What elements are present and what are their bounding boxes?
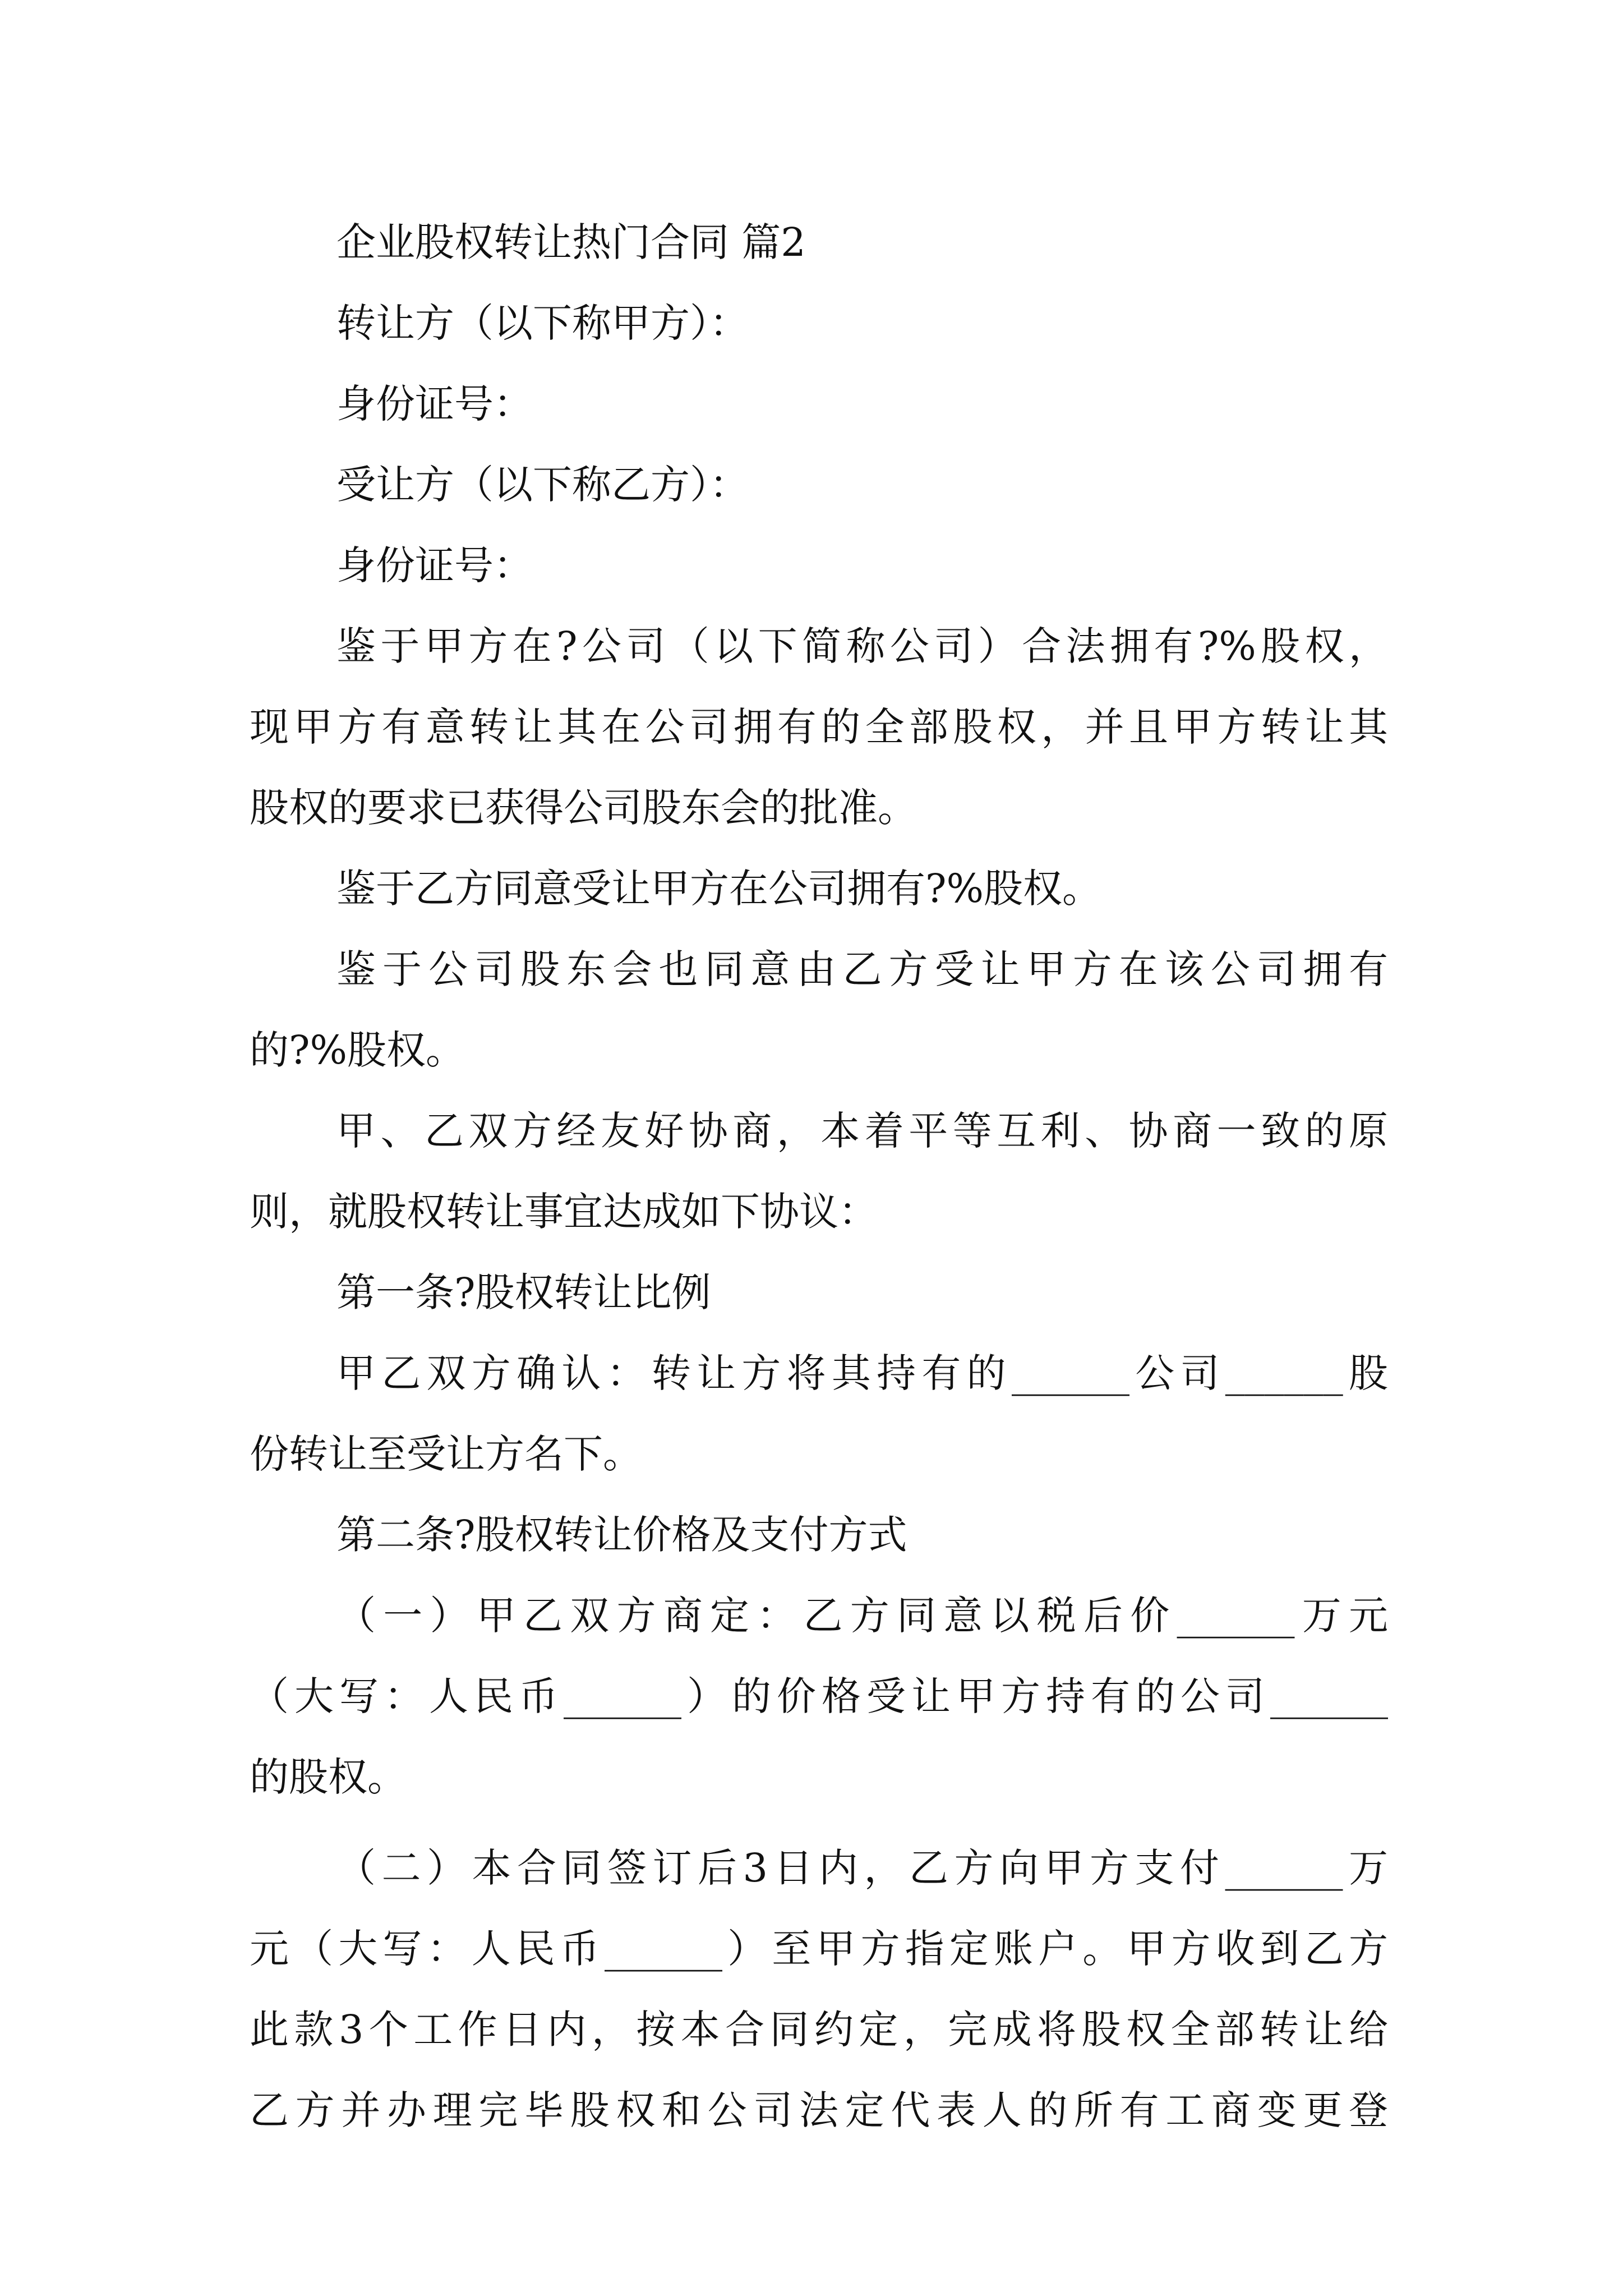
agreement-intro-line-2: 则，就股权转让事宜达成如下协议： <box>250 1189 878 1235</box>
article-2-title: 第二条?股权转让价格及支付方式 <box>336 1512 907 1558</box>
article-1-title: 第一条?股权转让比例 <box>336 1269 711 1315</box>
recital-1-line-2: 现甲方有意转让其在公司拥有的全部股权，并且甲方转让其 <box>250 704 1388 750</box>
recital-3-line-2: 的?%股权。 <box>250 1027 465 1073</box>
article-2-item-1-line-2: （大写：人民币______）的价格受让甲方持有的公司______ <box>250 1673 1388 1719</box>
transferor-id-line: 身份证号： <box>336 381 533 427</box>
article-2-item-1-line-1: （一）甲乙双方商定：乙方同意以税后价______万元 <box>336 1593 1388 1639</box>
document-heading: 企业股权转让热门合同 篇2 <box>336 219 806 265</box>
agreement-intro-line-1: 甲、乙双方经友好协商，本着平等互利、协商一致的原 <box>336 1108 1388 1154</box>
recital-2-line: 鉴于乙方同意受让甲方在公司拥有?%股权。 <box>336 866 1102 912</box>
article-2-item-2-line-2: 元（大写：人民币______）至甲方指定账户。甲方收到乙方 <box>250 1926 1388 1972</box>
recital-1-line-3: 股权的要求已获得公司股东会的批准。 <box>250 785 917 831</box>
recital-1-line-1: 鉴于甲方在?公司（以下简称公司）合法拥有?%股权， <box>336 623 1388 669</box>
article-2-item-2-line-1: （二）本合同签订后3日内，乙方向甲方支付______万 <box>336 1845 1388 1891</box>
article-2-item-2-line-4: 乙方并办理完毕股权和公司法定代表人的所有工商变更登 <box>250 2087 1388 2133</box>
article-1-line-1: 甲乙双方确认：转让方将其持有的______公司______股 <box>336 1350 1388 1396</box>
article-2-item-2-line-3: 此款3个工作日内，按本合同约定，完成将股权全部转让给 <box>250 2007 1388 2053</box>
article-2-item-1-line-3: 的股权。 <box>250 1754 407 1800</box>
transferor-line: 转让方（以下称甲方）： <box>336 300 749 346</box>
document-body <box>250 202 1388 2151</box>
recital-3-line-1: 鉴于公司股东会也同意由乙方受让甲方在该公司拥有 <box>336 946 1388 992</box>
article-1-line-2: 份转让至受让方名下。 <box>250 1431 642 1477</box>
transferee-id-line: 身份证号： <box>336 542 533 588</box>
transferee-line: 受让方（以下称乙方）： <box>336 462 749 508</box>
